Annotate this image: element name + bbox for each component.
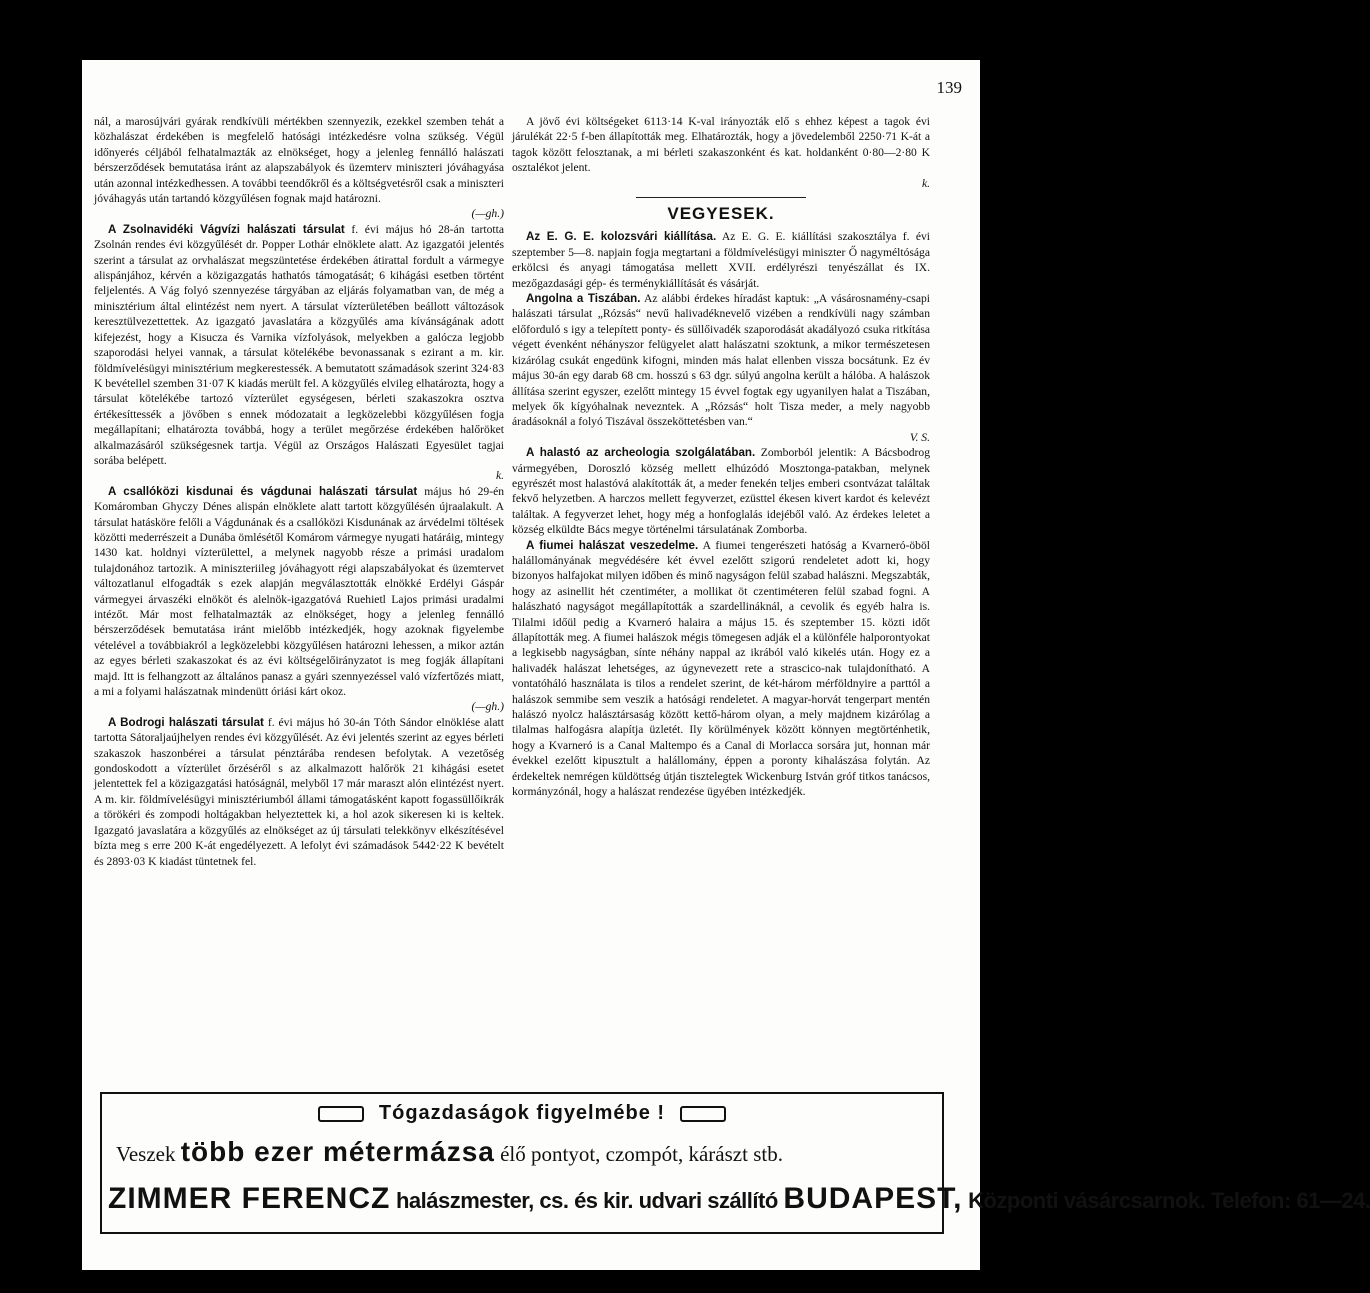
ad-headline-row xyxy=(102,1102,942,1125)
page-number: 139 xyxy=(936,78,962,97)
ad-merchant-name: ZIMMER FERENCZ xyxy=(108,1182,391,1215)
article-title: Az E. G. E. kolozsvári kiállítása. xyxy=(526,230,717,244)
paragraph-text: Az E. G. E. kiállítási szakosztálya f. évi szeptember 5—8. napjain fogja megtartani a földmívelésügyi miniszter Ő nagyméltósága erkölcsi és anyagi támogatása mellett XVII. erdélyrészi tenyészállat és IX. mezőgazdasági gép- és terménykiállítását és vásárját. xyxy=(512,230,930,290)
article-fiume xyxy=(512,538,930,800)
signature: (—gh.) xyxy=(471,207,504,221)
paragraph-text: május hó 29-én Komáromban Ghyczy Dénes alispán elnöklete alatt tartott közgyűlésén újraalakult. A társulat hatásköre felőli a Vágdunának és a csallóközi Kisdunának az árvédelmi töltések közötti mederrészeit a Dunába ömlésétől Komárom vármegye nyugati határáig, mintegy 1430 kat. holdnyi vízterülettel, a melynek nagyobb része a primási uradalom tulajdonához tartozik. A miniszteriileg jóváhagyott régi alapszabályokat és üzemtervet változatlanul elfogadták s ezek alapján megválasztották elnökké Erdélyi Gáspár vármegyei árvaszéki elnököt és alelnök-igazgatóvá Ruehietl Lajos primási uradalmi intézőt. Már most felhatalmazták az elnökséget, hogy a jelenleg fennálló bérszerződések bemutatása iránt mielőbb intézkedjék, hogy azoknak figyelembe vételével a továbbiakról a legközelebbi közgyűlésen határozni lehessen, a mikor aztán az egyes bérleti szakaszokat és az évi költségelőirányzatot is meg fogják állapítani majd. Itt is felhangzott az általános panasz a gyári szennyezéssel való vízfertőzés miatt, a mi a folyami halászatnak mindenütt óriási kárt okoz. xyxy=(94,484,505,699)
newspaper-page xyxy=(82,60,1370,1270)
article-title: Angolna a Tiszában. xyxy=(526,292,641,306)
section-title: VEGYESEK. xyxy=(667,204,775,224)
divider xyxy=(636,197,806,198)
signature: k. xyxy=(495,469,504,483)
article-bodrog-continuation xyxy=(512,114,930,191)
pointing-hand-icon xyxy=(680,1106,726,1122)
article-title: A csallóközi kisdunai és vágdunai halászati társulat xyxy=(108,484,418,498)
article-title: A halastó az archeologia szolgálatában. xyxy=(526,446,756,460)
ad-contact xyxy=(108,1182,1370,1216)
article-title: A Bodrogi halászati társulat xyxy=(108,715,264,729)
signature: V. S. xyxy=(909,430,930,444)
article-continuation xyxy=(94,114,504,222)
ad-headline: Tógazdaságok figyelmébe ! xyxy=(378,1102,666,1124)
article-zsolna xyxy=(94,222,504,484)
right-column xyxy=(512,114,930,799)
article-csallokoz xyxy=(94,484,504,715)
ad-merchant-title: halászmester, cs. és kir. udvari szállító xyxy=(395,1188,778,1213)
paragraph-text: Zomborból jelentik: A Bácsbodrog vármegyében, Doroszló község mellett elhúzódó Mosztonga-patakban, melynek egyrészét most halastóvá alakították át, a meder fenekén teljes emberi csontvázat találtak fekvő helyzetben. A harczos mellett fegyverzet, ezüsttel ékesen kivert kardot és kelevézt találtak. A fegyverzet lehet, hogy még a honfoglalás idejéből való. Az érdekes leletet a község elküldte Bács megye történelmi társulatának Zomborba. xyxy=(512,446,931,537)
article-angolna xyxy=(512,291,930,445)
article-bodrog xyxy=(94,715,504,869)
left-column xyxy=(94,114,504,869)
article-halasto xyxy=(512,445,930,537)
paragraph-text: A fiumei tengerészeti hatóság a Kvarneró-öböl halállományának megvédésére két évvel ezelőtt szigorú rendeletet adott ki, hogy bizonyos halfajokat milyen időben és minő nagyságon felül szabad halászni. Megszabták, hogy az asinellit hét czentiméter, a mollikat öt czentiméteren felül szabad fogni. A halászható nagyságot megállapították a szardellináknál, a cevolik és egyéb halra is. Tilalmi időül pedig a Kvarneró halaira a május 15. és szeptember 15. közti időt állapították meg. A fiumei halászok mégis tömegesen adják el a különféle halporontyokat a legkisebb nagyságban, sínte néhány nappal az ikrából való kikelés után. Hogy ez a halivadék halászat lehetséges, az úgynevezett rete a strascico-nak tulajdonítható. A vontatóháló használata is tilos a rendelet szerint, de két-három mérföldnyire a parttól a halászok semmibe sem veszik a hatósági rendeletet. A magyar-horvát tengerpart mentén halászó nyolcz halásztársaság között kettő-három olyan, a mely majdnem kizárólag a tilalmas halfogásra alapítja üzletét. Ily körülmények között könnyen megtörténhetik, hogy a Kvarneró is a Canal Maltempo és a Canal di Morlacca sorsára jut, honnan már évekkel ezelőtt kipusztult a halállomány, éppen a poronty kihalászása folytán. Az érdekeltek nemrégen küldöttség útján tisztelegtek Wickenburg István gróf titkos tanácsos, kormányzónál, hogy a halászat rendezése ügyében intézkedjék. xyxy=(512,538,930,799)
paragraph-text: f. évi május hó 30-án Tóth Sándor elnöklése alatt tartotta Sátoraljaújhelyen rendes évi közgyűlését. Az évi jelentés szerint az egyes bérleti szakaszok haszonbérei a társulat pénztárába rendesen befolytak. A vezetőség gondoskodott a vízterület őrzéséről s az alkalmazott halőrök 21 kihágási esetet jelentettek fel a közigazgatási hatóságnál, melyből 17 már maraszt alón elintézést nyert. A m. kir. földmívelésügyi minisztériumból állami támogatásként kapott fogassüllőikrák a törökéri és zompodi holtágakban helyeztettek ki, a hol azok sikeresen ki is keltek. Igazgató javaslatára a közgyűlés az elnökséget az új társulati telekkönyv elkészítésével bízta meg s erre 200 K-át engedélyezett. A lefolyt évi számadások 5442·22 K bevételt és 2893·03 K kiadást tüntetnek fel. xyxy=(94,715,504,868)
article-title: A Zsolnavidéki Vágvízi halászati társulat xyxy=(108,222,345,236)
article-title: A fiumei halászat veszedelme. xyxy=(526,538,699,552)
paragraph-text: A jövő évi költségeket 6113·14 K-val irányozták elő s ehhez képest a tagok évi járulékát 22·5 f-ben állapították meg. Elhatározták, hogy a jövedelemből 2250·71 K-át a tagok között felosztanak, a mi bérleti szakaszonként és kat. holdanként 0·80—2·80 K osztalékot jelent. xyxy=(512,115,930,175)
signature: k. xyxy=(921,176,930,190)
advertisement xyxy=(100,1092,1370,1234)
paragraph-text: Az alábbi érdekes híradást kaptuk: „A vásárosnamény-csapi halászati társulat „Rózsás“ nevű halivadéknevelő vizében a rendkívüli nagy számban előforduló s igy a telepített ponty- és süllőivadék szaporodását akadályozó csuka ritkítása végett évenként néhányszor felügyelet alatt halászatni szoktunk, a mikor természetesen kizárólag csukát engedünk kifogni, minden más halat ellenben vissza bocsátunk. Ez év május 30-án egy darab 68 cm. hosszú s 63 dgr. súlyú angolna került a hálóba. A halászok állítása szerint egyszer, ezelőtt mintegy 15 évvel fogtak egy ugyanilyen halat a Tiszában, melyek ők kígyóhalnak nevezntek. A „Rózsás“ holt Tisza meder, a mely nagyobb áradásoknál a folyó Tiszával összeköttetésben van.“ xyxy=(512,292,930,429)
ad-city: BUDAPEST, xyxy=(783,1182,963,1215)
ad-text: Veszek xyxy=(116,1142,176,1166)
ad-text: élő pontyot, czompót, kárászt stb. xyxy=(500,1142,783,1166)
ad-emphasis: több ezer métermázsa xyxy=(180,1136,495,1167)
pointing-hand-icon xyxy=(318,1106,364,1122)
ad-address-phone: Központi vásárcsarnok. Telefon: 61—24. xyxy=(968,1188,1370,1213)
article-ege xyxy=(512,229,930,291)
signature: (—gh.) xyxy=(471,700,504,714)
paragraph-text: f. évi május hó 28-án tartotta Zsolnán rendes évi közgyűlését dr. Popper Lothár elnöklete alatt. Az igazgatói jelentés szerint a társulat az orvhalászat megszüntetése érdekében átirattal fordult a vármegye alispánjához, kérvén a közigazgatás hathatós támogatását; 6 kihágási esetben történt feljelentés. A Vág folyó szennyezése tárgyában az eljárás folyamatban van, de még a minisztérium által elintézést nem nyert. A társulat vízterületében beállott változások keresztülvezettettek. Az igazgató javaslatára a közgyűlés ama kívánságának adott kifejezést, hogy a Kisucza és Varnika vízfolyások, melyekben a galócza legjobb szaporodási helyei vannak, a társulat kötelékébe bevonassanak s ezirant a m. kir. földmívelésügyi minisztérium megkerestessék. A bemutatott számadások szerint 324·83 K bevétellel szemben 31·07 K kiadás merült fel. A közgyűlés elvileg elhatározta, hogy a társulat kötelékébe tartozó vízterület egységesen, bérleti szakaszokra osztva értékesíttessék a jövőben s ennek módozatait a legközelebbi közgyűlésen fogja megállapítani; elhatározta továbbá, hogy a terület megőrzése érdekében halőröket alkalmazásáról szükségesnek tartja. Végül az Országos Halászati Egyesület tagjai sorába belépett. xyxy=(94,222,504,467)
paragraph-text: nál, a marosújvári gyárak rendkívüli mértékben szennyezik, ezekkel szemben tehát a közhalászat érdekében is megfelelő hatósági intézkedésre volna szükség. Végül időnyerés céljából felhatalmazták az elnökséget, hogy a jelenleg fennálló halászati bérszerződések bemutatása iránt az alapszabályok és üzemterv miniszteri jóváhagyása után azonnal intézkedhessen. A további teendőkről és a költségvetésről csak a miniszteri jóváhagyás után tartandó közgyűlésen fognak majd határozni. xyxy=(94,115,504,206)
ad-offer xyxy=(116,1136,783,1168)
